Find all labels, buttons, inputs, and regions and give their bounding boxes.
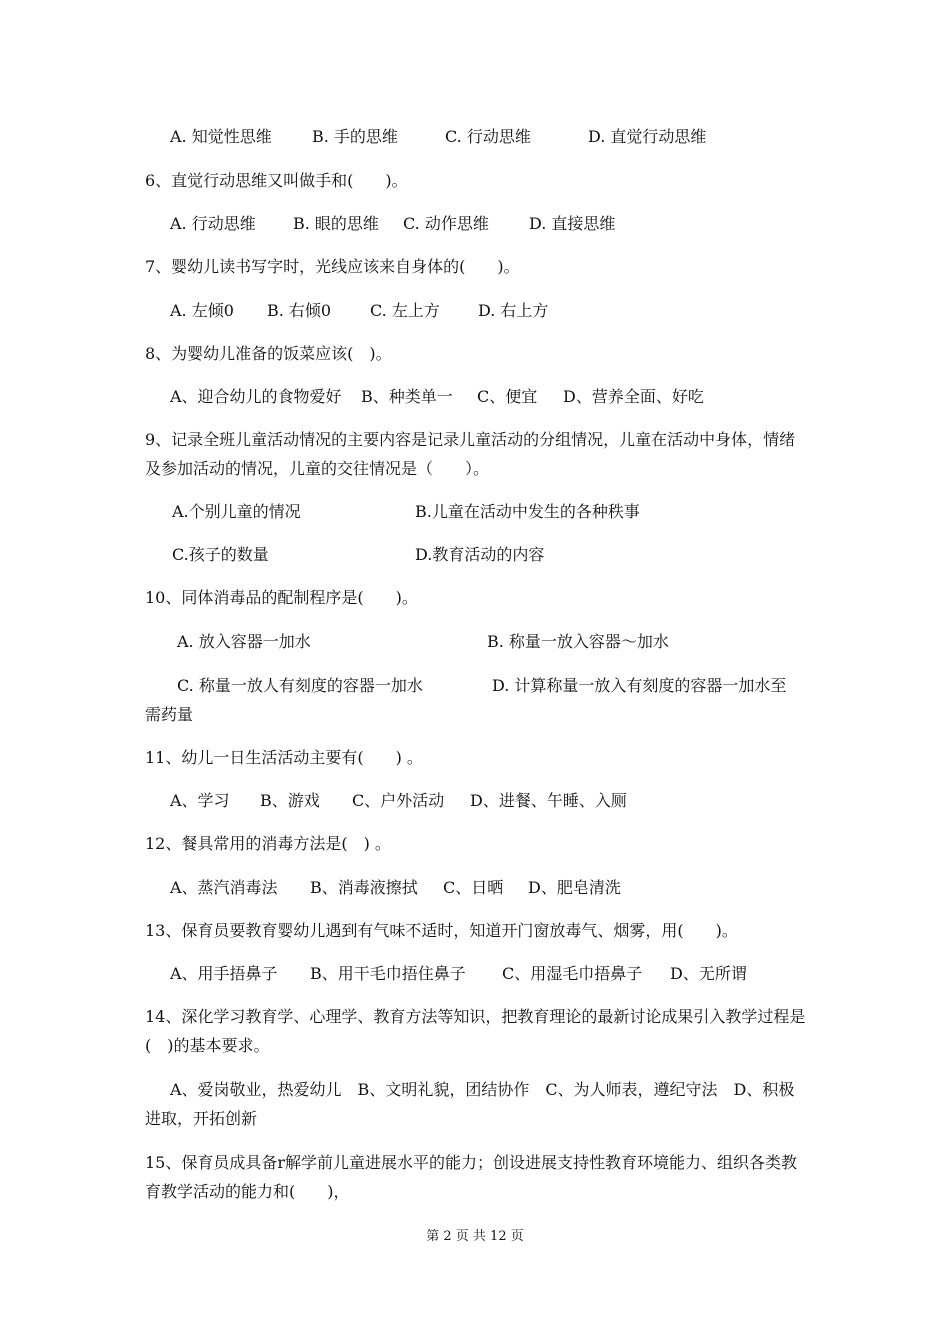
q11-stem: 11、幼儿一日生活活动主要有( ) 。 bbox=[145, 748, 423, 767]
q13-option-c: C、用湿毛巾捂鼻子 bbox=[502, 964, 643, 983]
q9-option-b: B.儿童在活动中发生的各种秩事 bbox=[415, 502, 640, 521]
q7-option-a: A. 左倾0 bbox=[170, 301, 234, 320]
q10-option-b: B. 称量一放入容器～加水 bbox=[487, 632, 669, 651]
q10-stem: 10、同体消毒品的配制程序是( )。 bbox=[145, 588, 418, 607]
q10-option-a: A. 放入容器一加水 bbox=[177, 632, 311, 651]
q7-option-d: D. 右上方 bbox=[478, 301, 549, 320]
q13-option-b: B、用干毛巾捂住鼻子 bbox=[310, 964, 466, 983]
q7-stem: 7、婴幼儿读书写字时，光线应该来自身体的( )。 bbox=[145, 257, 520, 276]
q10-option-d: D. 计算称量一放入有刻度的容器一加水至 bbox=[492, 676, 787, 695]
q5-option-c: C. 行动思维 bbox=[445, 127, 531, 146]
q8-stem: 8、为婴幼儿准备的饭菜应该( )。 bbox=[145, 344, 392, 363]
q7-option-b: B. 右倾0 bbox=[267, 301, 332, 320]
q6-option-a: A. 行动思维 bbox=[170, 214, 256, 233]
q13-option-d: D、无所谓 bbox=[670, 964, 747, 983]
q8-option-c: C、便宜 bbox=[477, 387, 538, 406]
q14-options: A、爱岗敬业，热爱幼儿 B、文明礼貌，团结协作 C、为人师表，遵纪守法 D、积极进取，开拓创新 bbox=[145, 1080, 795, 1128]
q5-option-a: A. 知觉性思维 bbox=[170, 127, 272, 146]
q14-stem: 14、深化学习教育学、心理学、教育方法等知识，把教育理论的最新讨论成果引入教学过程是( )的基本要求。 bbox=[145, 1007, 806, 1055]
q9-option-c: C.孩子的数量 bbox=[172, 545, 269, 564]
q6-option-b: B. 眼的思维 bbox=[293, 214, 379, 233]
q12-option-d: D、肥皂清洗 bbox=[528, 878, 621, 897]
q9-option-a: A.个别儿童的情况 bbox=[172, 502, 301, 521]
q12-option-c: C、日晒 bbox=[443, 878, 504, 897]
q5-option-d: D. 直觉行动思维 bbox=[588, 127, 707, 146]
q11-option-d: D、进餐、午睡、入厕 bbox=[470, 791, 627, 810]
q6-option-c: C. 动作思维 bbox=[403, 214, 489, 233]
q6-stem: 6、直觉行动思维又叫做手和( )。 bbox=[145, 171, 408, 190]
q7-option-c: C. 左上方 bbox=[370, 301, 440, 320]
q8-option-b: B、种类单一 bbox=[361, 387, 453, 406]
q5-option-b: B. 手的思维 bbox=[312, 127, 398, 146]
q8-option-a: A、迎合幼儿的食物爱好 bbox=[170, 387, 342, 406]
q9-stem: 9、记录全班儿童活动情况的主要内容是记录儿童活动的分组情况，儿童在活动中身体，情绪及参加活动的情况，儿童的交往情况是（ ）。 bbox=[145, 430, 796, 478]
q6-option-d: D. 直接思维 bbox=[529, 214, 616, 233]
q13-stem: 13、保育员要教育婴幼儿遇到有气味不适时，知道开门窗放毒气、烟雾，用( )。 bbox=[145, 921, 738, 940]
q11-option-b: B、游戏 bbox=[260, 791, 320, 810]
q10-option-c: C. 称量一放人有刻度的容器一加水 bbox=[177, 676, 423, 695]
q9-option-d: D.教育活动的内容 bbox=[415, 545, 545, 564]
q12-stem: 12、餐具常用的消毒方法是( ) 。 bbox=[145, 834, 391, 853]
q11-option-a: A、学习 bbox=[170, 791, 230, 810]
q11-option-c: C、户外活动 bbox=[352, 791, 445, 810]
q10-option-d-continued: 需药量 bbox=[145, 705, 194, 724]
q8-option-d: D、营养全面、好吃 bbox=[563, 387, 704, 406]
q15-stem: 15、保育员成具备r解学前儿童进展水平的能力；创设进展支持性教育环境能力、组织各类教育教学活动的能力和( )， bbox=[145, 1153, 798, 1201]
q13-option-a: A、用手捂鼻子 bbox=[170, 964, 278, 983]
q12-option-b: B、消毒液擦拭 bbox=[310, 878, 418, 897]
page-footer: 第 2 页 共 12 页 bbox=[426, 1229, 524, 1244]
q12-option-a: A、蒸汽消毒法 bbox=[170, 878, 278, 897]
